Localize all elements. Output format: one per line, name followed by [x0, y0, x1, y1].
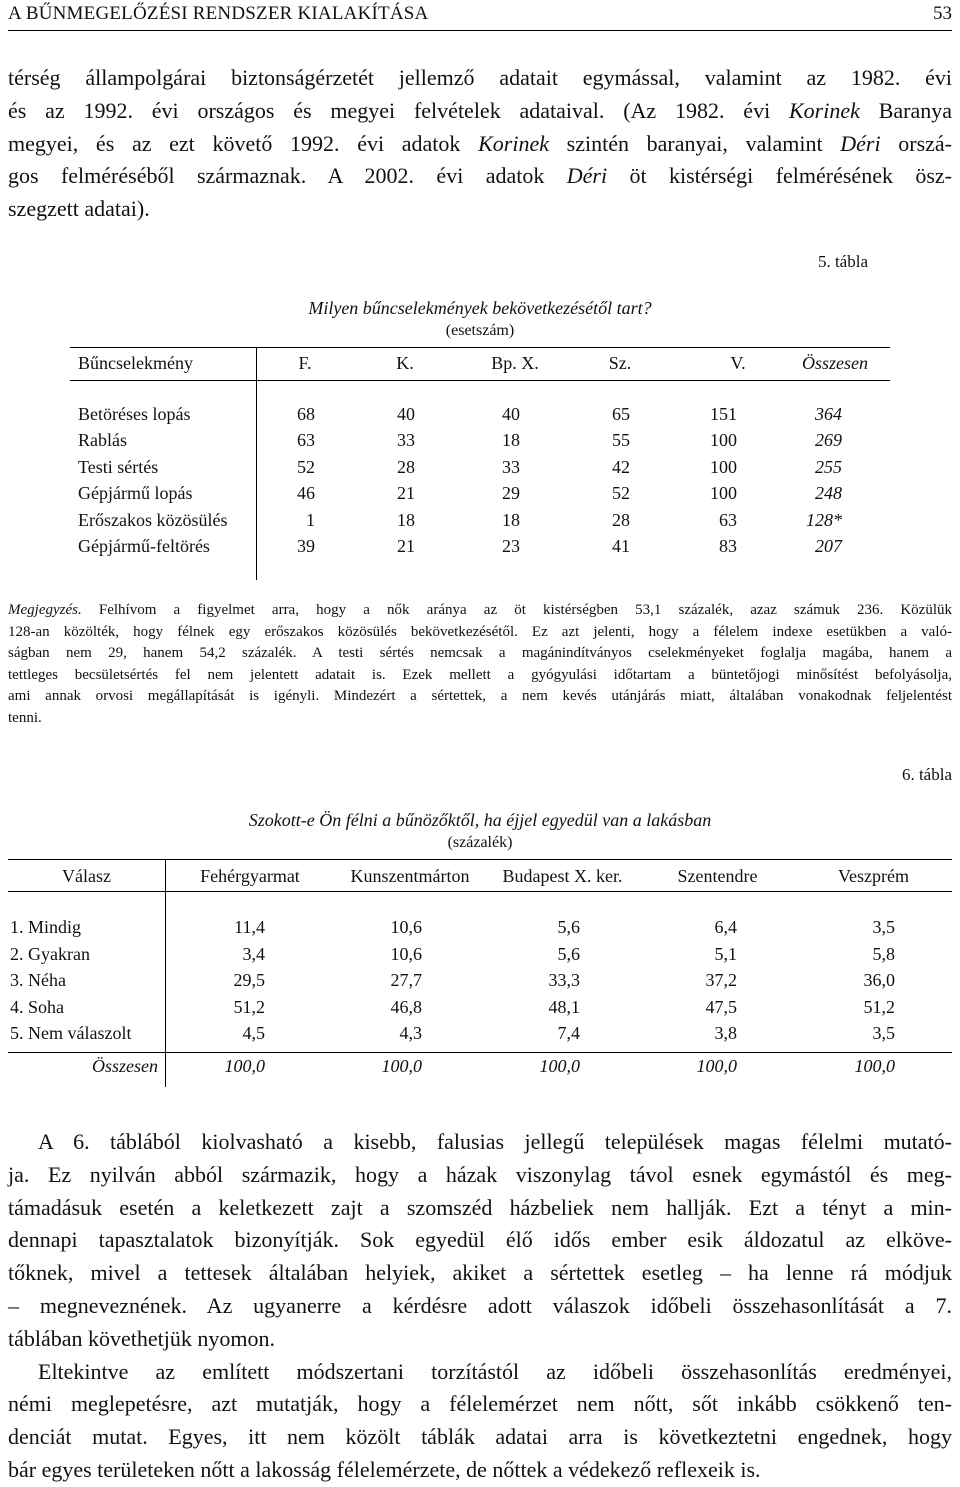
intro-paragraph	[8, 62, 952, 226]
intro-text: szintén baranyai, valamint	[548, 130, 841, 156]
table6-cell: 3,8	[714, 1023, 737, 1044]
table6-total-label: Összesen	[92, 1056, 158, 1076]
intro-text: orszá-	[880, 130, 952, 156]
table5-cell: 21	[397, 483, 415, 504]
body-text-line: táblában követhetjük nyomon.	[8, 1325, 275, 1351]
table6-row-label: 5. Nem válaszolt	[10, 1023, 132, 1044]
table6-row-label: 3. Néha	[10, 970, 66, 991]
table5-cell: 52	[297, 456, 315, 477]
table6-cell: 36,0	[863, 970, 895, 991]
table6-cell: 6,4	[714, 917, 737, 937]
table5-cell: 33	[397, 430, 415, 451]
note-line	[8, 622, 952, 644]
note-text: Felhívom a figyelmet arra, hogy a nők aránya az öt kistérségben 53,1 százalék, azaz számuk 236. Közülük	[81, 602, 952, 618]
intro-text: és az 1992. évi országos és megyei felvételek adataival. (Az 1982. évi	[8, 97, 789, 123]
table5-cell: 1	[306, 509, 315, 530]
body-text-line: – megneveznének. Az ugyanerre a kérdésre adott válaszok időbeli összehasonlítását a 7.	[8, 1292, 952, 1318]
intro-text: megyei, és az ezt követő 1992. évi adatok	[8, 130, 479, 156]
body-text-line: A 6. táblából kiolvasható a kisebb, falusias jellegű települések magas félelmi mutató-	[38, 1129, 952, 1154]
body-text-line: tőknek, mivel a tettesek általában helyiek, akiket a sértettek esetleg – ha lenne rá módjuk	[8, 1260, 952, 1286]
table5-header-cell: Bűncselekmény	[78, 353, 193, 373]
table5-cell: 18	[502, 430, 520, 451]
table6-cell: 3,4	[242, 943, 265, 964]
table6-cell: 5,1	[714, 943, 737, 964]
table5-number: 5. tábla	[817, 252, 868, 271]
table6-cell: 7,4	[557, 1023, 580, 1044]
table5-cell: 29	[502, 483, 520, 504]
table6-number: 6. tábla	[901, 765, 952, 784]
table5-row-label: Gépjármű lopás	[78, 483, 193, 504]
intro-text: Déri	[566, 163, 608, 189]
page-number: 53	[933, 3, 952, 24]
table6-cell: 10,6	[390, 917, 422, 937]
table6-total-cell: 100,0	[854, 1056, 895, 1076]
table5-cell: 21	[397, 536, 415, 556]
table6-total-cell: 100,0	[696, 1056, 737, 1076]
note-line	[8, 643, 952, 665]
table6-cell: 47,5	[705, 996, 737, 1017]
intro-text: térség állampolgárai biztonságérzetét jellemző adatait egymással, valamint az 1982. évi	[8, 65, 952, 90]
table6-row-label: 4. Soha	[10, 996, 64, 1017]
intro-text: szegzett adatai).	[8, 196, 150, 222]
table5-cell: 41	[612, 536, 630, 556]
table5-cell: 100	[710, 430, 737, 451]
note-text: tettleges becsületsértés fel nem jelentett adatait is. Ezek mellett a gyógyulási időtartam a büntetőjogi minősítést befolyásolja,	[8, 666, 952, 683]
table5-cell: 28	[612, 509, 630, 530]
table5-header-rule	[70, 380, 890, 381]
table5-note	[8, 600, 952, 730]
table6-cell: 27,7	[390, 970, 422, 991]
table6-header-cell: Veszprém	[838, 866, 909, 886]
table5-cell: 128*	[806, 509, 842, 530]
table5-cell: 42	[612, 456, 630, 477]
body-text-line: némi meglepetésre, azt mutatják, hogy a félelemérzet nem nőtt, sőt inkább csökkenő ten-	[8, 1391, 952, 1417]
note-text: tenni.	[8, 709, 42, 726]
table5-row-label: Erőszakos közösülés	[78, 509, 228, 530]
table5-column-divider	[256, 347, 257, 580]
table5-header-cell: V.	[730, 353, 746, 373]
table5-header-cell: Bp. X.	[491, 353, 539, 373]
table6-cell: 3,5	[872, 917, 895, 937]
table5-cell: 65	[612, 404, 630, 424]
table5-cell: 55	[612, 430, 630, 451]
table6-cell: 5,6	[557, 917, 580, 937]
table5-cell: 100	[710, 456, 737, 477]
table6-header-cell: Kunszentmárton	[350, 866, 470, 886]
intro-text: Korinek	[478, 130, 549, 156]
table6-cell: 11,4	[234, 917, 265, 937]
intro-line	[8, 95, 952, 128]
table6-header-cell: Szentendre	[677, 866, 758, 886]
body-text-line: támadásuk esetén a keletkezett zajt a szomszéd házbeliek nem hallják. Ezt a tényt a min-	[8, 1194, 952, 1220]
table5-cell: 207	[815, 536, 842, 556]
table5-cell: 151	[710, 404, 737, 424]
intro-line	[8, 62, 952, 95]
table6-total-cell: 100,0	[224, 1056, 265, 1076]
body-text-line: dennapi tapasztalatok bizonyítják. Sok egyedül élő idős ember esik áldozatul az elköve-	[8, 1227, 952, 1253]
table6-cell: 46,8	[390, 996, 422, 1017]
table6-header-cell: Budapest X. ker.	[502, 866, 623, 886]
table5-subcaption: (esetszám)	[445, 322, 515, 339]
table5-cell: 248	[815, 483, 842, 504]
body-text-line: ja. Ez nyilván abból származik, hogy a házak viszonylag távol esnek egymástól és meg-	[8, 1161, 952, 1187]
table6-cell: 10,6	[390, 943, 422, 964]
body-text-line: denciát mutat. Egyes, itt nem közölt táblák adatai arra is következtetni engednek, hogy	[8, 1424, 952, 1450]
table5-cell: 68	[297, 404, 315, 424]
table5-caption: Milyen bűncselekmények bekövetkezésétől tart?	[308, 298, 652, 318]
table6-header-cell: Válasz	[62, 866, 111, 886]
table6-caption: Szokott-e Ön félni a bűnözőktől, ha éjjel egyedül van a lakásban	[248, 810, 712, 830]
note-line	[8, 708, 952, 730]
table6-subcaption: (százalék)	[447, 834, 513, 851]
table5-cell: 40	[397, 404, 415, 424]
note-line	[8, 686, 952, 708]
table6-cell: 29,5	[233, 970, 265, 991]
running-header	[8, 0, 952, 31]
intro-text: Korinek	[789, 97, 860, 123]
intro-line	[8, 160, 952, 193]
table5-cell: 255	[815, 456, 842, 477]
table6-row-label: 1. Mindig	[10, 917, 82, 937]
table6-cell: 33,3	[548, 970, 580, 991]
table6-cell: 48,1	[548, 996, 580, 1017]
intro-text: Baranya	[859, 97, 952, 123]
table5-cell: 40	[502, 404, 520, 424]
table5-cell: 33	[502, 456, 520, 477]
table6-header-rule	[8, 891, 952, 892]
table6-cell: 51,2	[233, 996, 265, 1017]
note-text: Megjegyzés.	[8, 602, 82, 618]
table5-cell: 39	[297, 536, 315, 556]
table5-cell: 23	[502, 536, 520, 556]
intro-text: Déri	[840, 130, 881, 156]
table5-cell: 46	[297, 483, 315, 504]
table5-row-label: Betöréses lopás	[78, 404, 191, 424]
intro-text: gos felméréséből származnak. A 2002. évi adatok	[8, 163, 567, 189]
table6-cell: 5,6	[557, 943, 580, 964]
intro-text: öt kistérségi felmérésének ösz-	[607, 163, 952, 189]
table6-cell: 3,5	[872, 1023, 895, 1044]
table5-header-cell: Összesen	[802, 353, 868, 373]
table6-total-rule	[8, 1052, 952, 1053]
table5-cell: 269	[815, 430, 842, 451]
table5-cell: 18	[397, 509, 415, 530]
table5-cell: 83	[719, 536, 737, 556]
table5-cell: 52	[612, 483, 630, 504]
table5-row-label: Gépjármű-feltörés	[78, 536, 210, 556]
intro-line	[8, 128, 952, 161]
table6-caption-block	[0, 810, 960, 852]
table5-row-label: Rablás	[78, 430, 127, 451]
table6-total-cell: 100,0	[381, 1056, 422, 1076]
body-text-line: bár egyes területeken nőtt a lakosság félelemérzete, de nőttek a védekező reflexeik is.	[8, 1456, 761, 1482]
table6-cell: 51,2	[863, 996, 895, 1017]
header-title: A BŰNMEGELŐZÉSI RENDSZER KIALAKÍTÁSA	[8, 3, 429, 24]
note-text: 128-an közölték, hogy félnek egy erőszakos közösülés bekövetkezésétől. Ez azt jelenti, hogy a félelem indexe esetükben a való-	[8, 623, 952, 640]
body-text-line: Eltekintve az említett módszertani torzítástól az időbeli összehasonlítás eredményei,	[38, 1358, 952, 1384]
table5-row-label: Testi sértés	[78, 456, 159, 477]
table5-cell: 63	[719, 509, 737, 530]
table5-cell: 364	[815, 404, 842, 424]
table6-cell: 37,2	[705, 970, 737, 991]
table6-cell: 4,3	[399, 1023, 422, 1044]
table5-header-cell: K.	[396, 353, 414, 373]
table5-top-rule	[70, 347, 890, 348]
table5-header-cell: Sz.	[608, 353, 632, 373]
table5-caption-block	[0, 298, 960, 340]
table6-header-cell: Fehérgyarmat	[200, 866, 300, 886]
table5-header-cell: F.	[298, 353, 312, 373]
table6-top-rule	[8, 859, 952, 860]
note-line	[8, 665, 952, 687]
table6-cell: 5,8	[872, 943, 895, 964]
table6-cell: 4,5	[242, 1023, 265, 1044]
table5-cell: 100	[710, 483, 737, 504]
table5-cell: 28	[397, 456, 415, 477]
table6-total-cell: 100,0	[539, 1056, 580, 1076]
note-text: ságban nem 29, hanem 54,2 százalék. A testi sértés nemcsak a magánindítványos cselekményeket foglalja magába, hanem a	[8, 645, 952, 662]
intro-line	[8, 193, 952, 226]
table5-cell: 18	[502, 509, 520, 530]
body-text	[8, 1126, 952, 1487]
note-text: ami annak orvosi megállapítását is igényli. Mindezért a sértettek, a nem kevés utánjárás miatt, általában vonakodnak feljelentést	[8, 688, 952, 705]
note-line	[8, 600, 952, 622]
table6-row-label: 2. Gyakran	[10, 943, 90, 964]
table5-cell: 63	[297, 430, 315, 451]
